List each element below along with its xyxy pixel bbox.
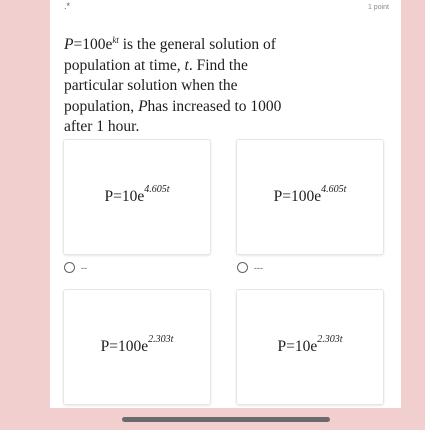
radio-button-1[interactable] [64,262,75,273]
option-equation-3 [100,334,174,356]
option-caption-1: -- [81,262,87,273]
question-equation: =100e [73,36,113,54]
home-indicator-bar[interactable] [122,417,330,422]
option-radio-row-1[interactable] [64,262,87,273]
question-part-3: has increased to 1000 after 1 hour. [64,97,282,136]
option-base-4: P=10e [277,338,318,356]
question-var-t: t [184,56,189,74]
points-label: 1 point [367,4,389,11]
question-card [50,0,401,408]
question-part-2: . Find the particular solution when the population, [64,56,248,115]
option-card-2[interactable] [237,140,383,254]
option-exponent-2: 4.605t [321,184,347,196]
question-part-1: is the general solution of population at time, [64,36,276,74]
question-text [64,30,296,138]
option-caption-2: --- [254,262,263,273]
required-mark: .* [64,1,71,11]
option-card-4[interactable] [237,290,383,404]
question-var-p: P [64,36,74,54]
question-exponent: kt [112,35,119,45]
option-exponent-3: 2.303t [148,334,174,346]
option-card-3[interactable] [64,290,210,404]
option-equation-1 [104,184,170,206]
option-radio-row-2[interactable] [237,262,263,273]
radio-button-2[interactable] [237,262,248,273]
option-exponent-4: 2.303t [317,334,343,346]
option-exponent-1: 4.605t [144,184,170,196]
option-equation-4 [277,334,343,356]
question-var-p2: P [138,97,148,115]
option-base-2: P=100e [273,188,322,206]
option-base-1: P=10e [104,188,145,206]
option-card-1[interactable] [64,140,210,254]
option-base-3: P=100e [100,338,149,356]
option-equation-2 [273,184,347,206]
